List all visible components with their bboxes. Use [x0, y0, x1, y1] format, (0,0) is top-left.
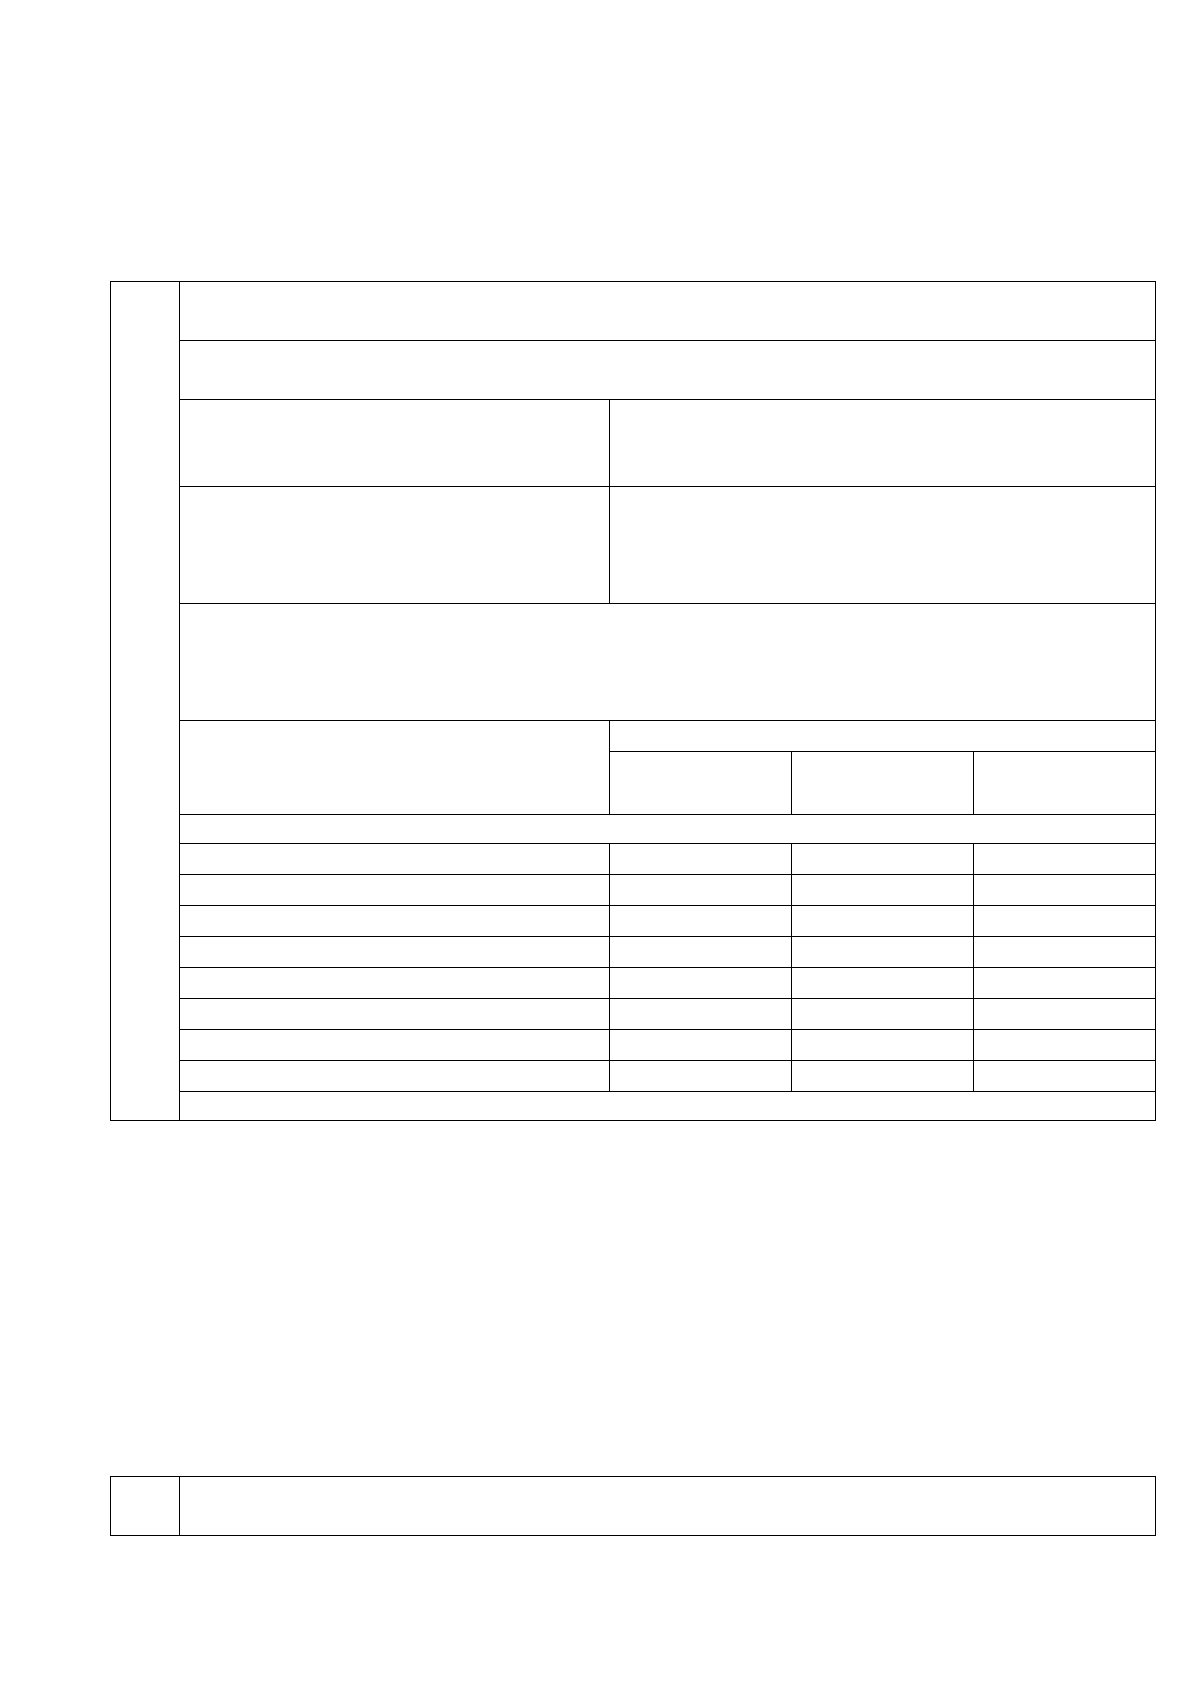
channel-subheader-cell [180, 815, 1156, 844]
table-row [111, 999, 1156, 1030]
value-cell [792, 875, 974, 906]
row-number [111, 282, 180, 1121]
value-cell [610, 999, 792, 1030]
value-cell [974, 844, 1156, 875]
value-cell [792, 1061, 974, 1092]
table-row [111, 844, 1156, 875]
value-cell [974, 875, 1156, 906]
value-cell [792, 999, 974, 1030]
column-header-1 [610, 752, 792, 815]
row-number [111, 1477, 180, 1536]
value-cell [610, 1030, 792, 1061]
org-cell [180, 1477, 1156, 1536]
p2-header-cell [180, 604, 1156, 721]
column-header-2 [792, 752, 974, 815]
table-row [111, 875, 1156, 906]
value-cell [974, 999, 1156, 1030]
value-cell [610, 1061, 792, 1092]
value-cell [610, 968, 792, 999]
org-cell [180, 282, 1156, 341]
table-row-48 [110, 1476, 1156, 1536]
value-cell [792, 844, 974, 875]
table-row [111, 906, 1156, 937]
value-cell [974, 1061, 1156, 1092]
value-cell [974, 968, 1156, 999]
table-row-34 [110, 281, 1156, 1121]
diameter-cell [180, 875, 610, 906]
category-header-cell [610, 721, 1156, 752]
column-header-3 [974, 752, 1156, 815]
diameter-cell [180, 906, 610, 937]
table-row [111, 937, 1156, 968]
value-cell [974, 1030, 1156, 1061]
value-cell [610, 906, 792, 937]
channelless-subheader-cell [180, 1092, 1156, 1121]
value-cell [610, 844, 792, 875]
diameter-cell [180, 937, 610, 968]
table-row [111, 968, 1156, 999]
p1-value-cell [610, 400, 1156, 487]
p1-label-cell [180, 400, 610, 487]
diameter-cell [180, 1030, 610, 1061]
diameter-cell [180, 968, 610, 999]
table-row [111, 1061, 1156, 1092]
fee-header-cell [180, 341, 1156, 400]
value-cell [610, 937, 792, 968]
diameter-cell [180, 999, 610, 1030]
value-cell [974, 906, 1156, 937]
value-cell [792, 1030, 974, 1061]
value-cell [610, 875, 792, 906]
diameter-cell [180, 1061, 610, 1092]
table-row [111, 1030, 1156, 1061]
value-cell [792, 906, 974, 937]
p1sm-value-cell [610, 487, 1156, 604]
diameter-cell [180, 844, 610, 875]
value-cell [792, 937, 974, 968]
underground-label-cell [180, 721, 610, 815]
value-cell [792, 968, 974, 999]
p1sm-label-cell [180, 487, 610, 604]
value-cell [974, 937, 1156, 968]
